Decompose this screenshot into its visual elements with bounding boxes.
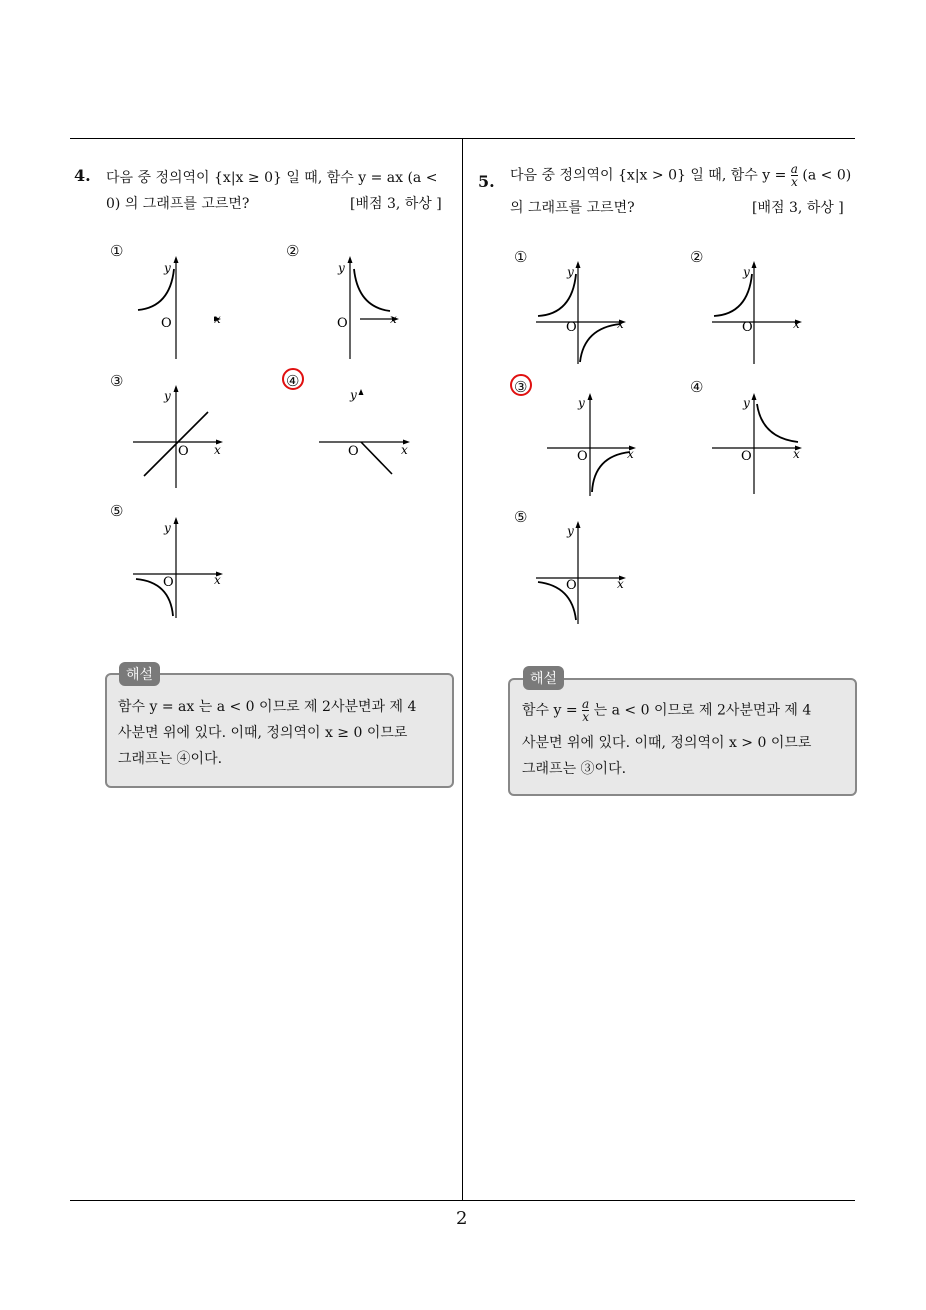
origin-label: O: [161, 316, 172, 331]
origin-label: O: [337, 316, 348, 331]
solution-line2: 사분면 위에 있다. 이때, 정의역이 x > 0 이므로: [522, 735, 812, 751]
option-1-number[interactable]: ①: [514, 248, 528, 266]
y-axis-label: y: [164, 521, 171, 535]
origin-label: O: [178, 444, 189, 459]
origin-label: O: [742, 320, 753, 335]
column-divider: [462, 138, 463, 1201]
bottom-rule: [70, 1200, 855, 1201]
solution-line1: 함수 y = ax 는 a < 0 이므로 제 2사분면과 제 4: [118, 699, 417, 715]
question-points: [배점 3, 하상 ]: [752, 200, 844, 216]
x-axis-label: x: [214, 573, 221, 587]
question-text-line2: 의 그래프를 고르면?: [510, 200, 635, 216]
fraction: [582, 698, 589, 723]
origin-label: O: [348, 444, 359, 459]
option-1-number[interactable]: ①: [110, 242, 124, 260]
option-5-graph[interactable]: [130, 514, 230, 624]
option-3-graph[interactable]: [544, 390, 644, 500]
origin-label: O: [577, 449, 588, 464]
x-axis-label: x: [793, 317, 800, 331]
solution-line3: 그래프는 ③이다.: [522, 761, 627, 777]
question-number: 5.: [478, 172, 495, 191]
solution-line1-pre: 함수 y =: [522, 702, 578, 719]
y-axis-label: y: [567, 265, 574, 279]
origin-label: O: [566, 320, 577, 335]
option-3-graph[interactable]: [130, 382, 230, 492]
x-axis-label: x: [617, 317, 624, 331]
origin-label: O: [741, 449, 752, 464]
option-3-number[interactable]: ③: [514, 378, 528, 396]
question-text-line1-post: (a < 0): [802, 167, 852, 184]
option-1-graph[interactable]: [130, 255, 230, 365]
option-2-graph[interactable]: [300, 255, 410, 365]
y-axis-label: y: [164, 389, 171, 403]
y-axis-label: y: [350, 388, 357, 402]
solution-badge: 해설: [119, 662, 160, 686]
option-2-graph[interactable]: [710, 258, 810, 368]
y-axis-label: y: [743, 396, 750, 410]
option-5-number[interactable]: ⑤: [110, 502, 124, 520]
option-4-graph[interactable]: [314, 382, 424, 492]
page-number: 2: [456, 1208, 468, 1229]
option-4-number[interactable]: ④: [286, 372, 300, 390]
solution-badge: 해설: [523, 666, 564, 690]
y-axis-label: y: [567, 524, 574, 538]
option-2-number[interactable]: ②: [286, 242, 300, 260]
option-5-graph[interactable]: [534, 518, 634, 628]
option-4-number[interactable]: ④: [690, 378, 704, 396]
x-axis-label: x: [214, 312, 221, 326]
solution-line1-post: 는 a < 0 이므로 제 2사분면과 제 4: [593, 702, 812, 719]
option-5-number[interactable]: ⑤: [514, 508, 528, 526]
solution-line1: [522, 698, 811, 723]
option-4-graph[interactable]: [710, 390, 810, 500]
origin-label: O: [566, 578, 577, 593]
question-text-line1: [510, 163, 851, 188]
x-axis-label: x: [627, 447, 634, 461]
fraction-numerator: a: [582, 697, 590, 711]
x-axis-label: x: [390, 312, 397, 326]
question-points: [배점 3, 하상 ]: [350, 196, 442, 212]
fraction-denominator: x: [790, 175, 798, 189]
question-text-line2: 0) 의 그래프를 고르면?: [106, 196, 250, 212]
fraction-denominator: x: [582, 710, 590, 724]
option-2-number[interactable]: ②: [690, 248, 704, 266]
y-axis-label: y: [338, 261, 345, 275]
x-axis-label: x: [793, 447, 800, 461]
x-axis-label: x: [214, 443, 221, 457]
question-text-line1-pre: 다음 중 정의역이 {x|x > 0} 일 때, 함수 y =: [510, 167, 787, 184]
origin-label: O: [163, 575, 174, 590]
question-number: 4.: [74, 166, 91, 185]
solution-line3: 그래프는 ④이다.: [118, 751, 223, 767]
question-text-line1: 다음 중 정의역이 {x|x ≥ 0} 일 때, 함수 y = ax (a <: [106, 170, 438, 186]
x-axis-label: x: [617, 577, 624, 591]
y-axis-label: y: [164, 261, 171, 275]
y-axis-label: y: [578, 396, 585, 410]
option-3-number[interactable]: ③: [110, 372, 124, 390]
fraction: [791, 163, 798, 188]
y-axis-label: y: [743, 265, 750, 279]
x-axis-label: x: [401, 443, 408, 457]
fraction-numerator: a: [790, 162, 798, 176]
option-1-graph[interactable]: [534, 258, 634, 368]
solution-line2: 사분면 위에 있다. 이때, 정의역이 x ≥ 0 이므로: [118, 725, 408, 741]
